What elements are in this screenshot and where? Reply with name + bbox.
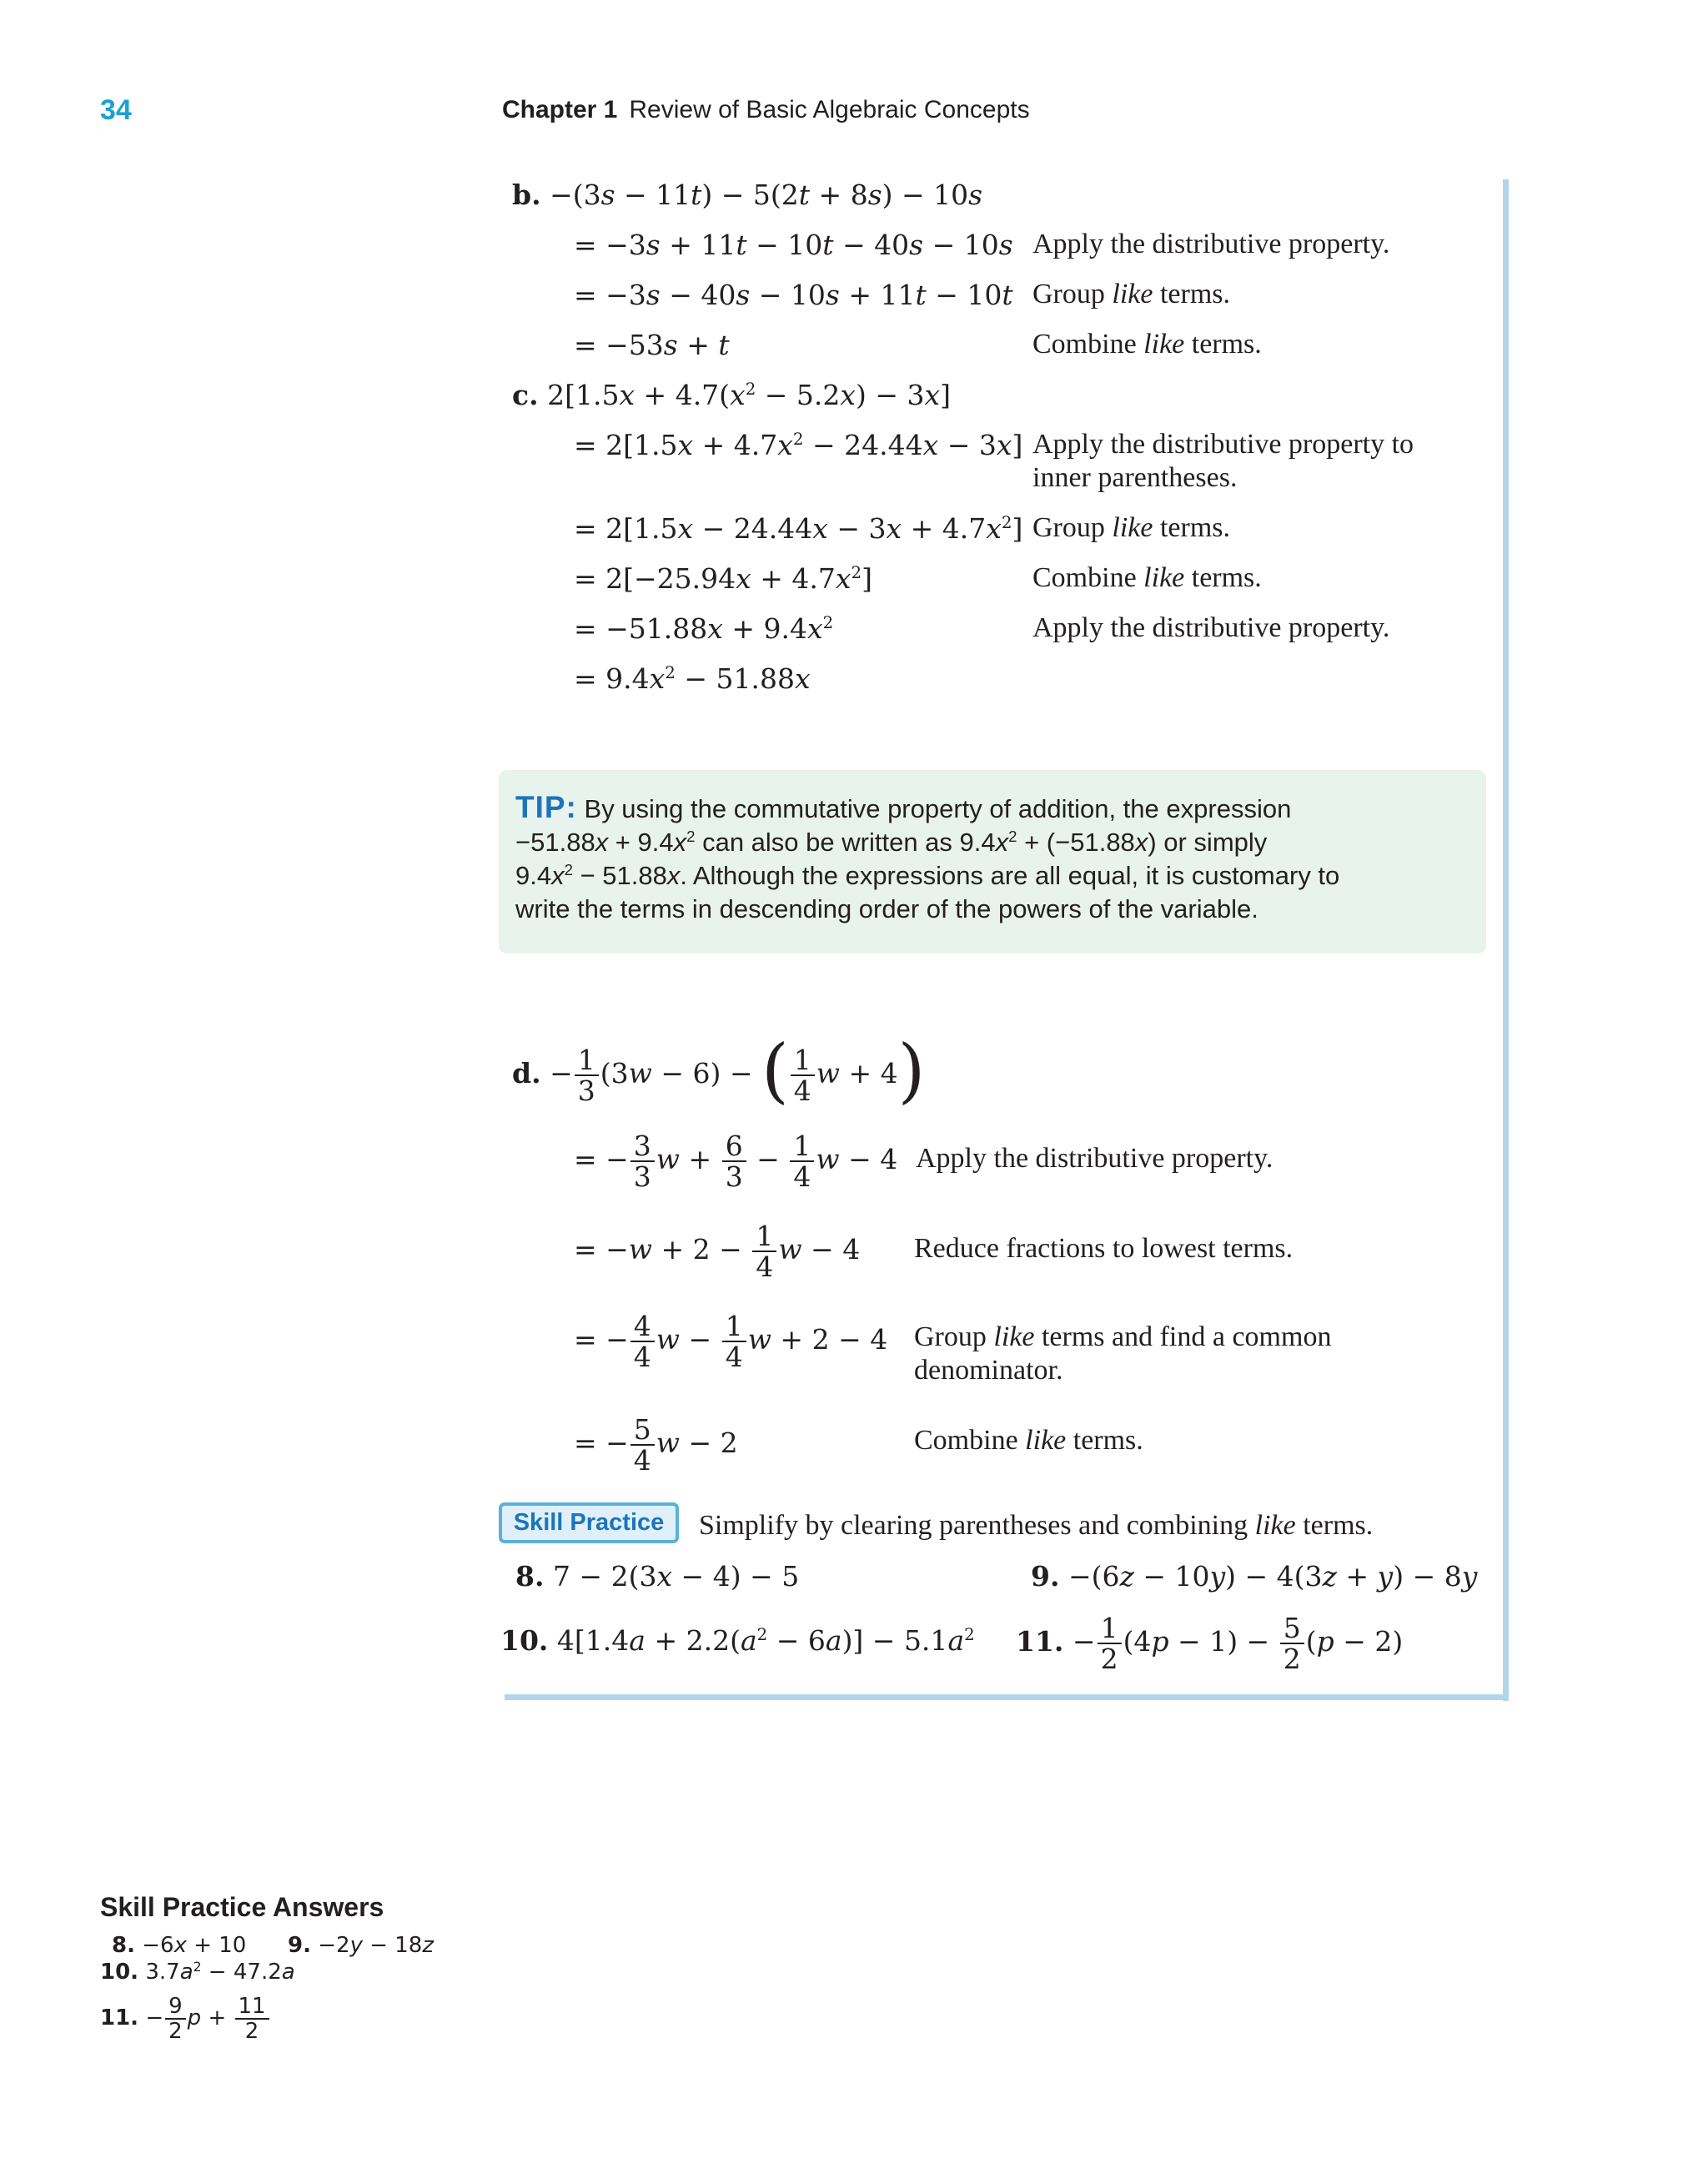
example-b-step-2: = −3s − 40s − 10s + 11t − 10t bbox=[574, 279, 1013, 311]
example-c-reason-3: Combine like terms. bbox=[1032, 562, 1262, 593]
skill-problem-8: 8. 7 − 2(3x − 4) − 5 bbox=[515, 1560, 800, 1593]
answer-11: 11. − $\frac{9}{2}$ p + $\frac{11}{2}$ bbox=[100, 1989, 271, 2047]
skill-practice-instruction: Simplify by clearing parentheses and combining like terms. bbox=[699, 1510, 1374, 1541]
example-c-step-3: = $2[-25.94x + 4.7x^2]$ bbox=[574, 562, 872, 595]
example-d-problem: d. − $\frac{1}{3}$ (3w − 6) − ( $\frac{1}{4}$ w + 4) bbox=[512, 1029, 926, 1111]
tip-text: TIP: By using the commutative property of addition, the expression $-51.88x + 9.4x^2$ can also be written as $9.4x^2 + (-51.88x)$ or simply $9.4x^2 - 51.88x$. Although the expressions are all equal, it is customary to write the terms in descending order of the powers of the variable. bbox=[515, 790, 1340, 923]
tip-line-1: By using the commutative property of addition, the expression bbox=[584, 794, 1292, 823]
example-d-label: d. bbox=[512, 1057, 541, 1089]
example-c-reason-4: Apply the distributive property. bbox=[1032, 612, 1390, 643]
running-head bbox=[502, 96, 1030, 124]
tip-line-3-tail: . Although the expressions are all equal, it is customary to bbox=[680, 861, 1340, 890]
answer-9: 9. −2y − 18z bbox=[288, 1933, 435, 1958]
example-c-step-4: = $-51.88x + 9.4x^2$ bbox=[574, 612, 834, 645]
example-b-reason-1: Apply the distributive property. bbox=[1032, 229, 1390, 259]
example-c-reason-1: Apply the distributive property to bbox=[1032, 429, 1414, 460]
example-d-step-1: = − $\frac{3}{3}$ w + $\frac{6}{3}$ − $\frac{1}{4}$ w − 4 bbox=[574, 1130, 898, 1193]
frame-rule-right bbox=[1503, 179, 1509, 1701]
example-d-reason-1: Apply the distributive property. bbox=[916, 1143, 1273, 1174]
tip-line-4: write the terms in descending order of the powers of the variable. bbox=[515, 894, 1258, 923]
tip-label: TIP: bbox=[515, 790, 577, 824]
example-d-reason-4: Combine like terms. bbox=[914, 1425, 1143, 1456]
skill-problem-11: 11. − $\frac{1}{2}$ (4p − 1) − $\frac{5}{2}$ (p − 2) bbox=[1016, 1612, 1404, 1675]
example-c-problem: c. $2[1.5x + 4.7(x^2 - 5.2x) - 3x]$ bbox=[512, 379, 952, 411]
example-c-reason-2: Group like terms. bbox=[1032, 512, 1231, 543]
frame-rule-bottom bbox=[505, 1694, 1509, 1700]
example-b-reason-3: Combine like terms. bbox=[1032, 329, 1262, 360]
example-c-reason-1-cont: inner parentheses. bbox=[1032, 462, 1238, 493]
example-d-step-4: = − $\frac{5}{4}$ w − 2 bbox=[574, 1413, 738, 1477]
chapter-title: Review of Basic Algebraic Concepts bbox=[629, 96, 1030, 123]
example-d-step-2: = −w + 2 − $\frac{1}{4}$ w − 4 bbox=[574, 1220, 861, 1283]
example-b-step-3: = −53s + t bbox=[574, 329, 730, 361]
answers-title: Skill Practice Answers bbox=[100, 1892, 384, 1922]
example-c-step-2: = $2[1.5x - 24.44x - 3x + 4.7x^2]$ bbox=[574, 512, 1023, 545]
answer-10: 10. $3.7a^2 - 47.2a$ bbox=[100, 1959, 295, 1985]
skill-practice-badge: Skill Practice bbox=[499, 1502, 679, 1543]
answer-8: 8. −6x + 10 bbox=[112, 1933, 247, 1958]
example-b-problem: b. −(3s − 11t) − 5(2t + 8s) − 10s bbox=[512, 179, 983, 211]
example-b-step-1: = −3s + 11t − 10t − 40s − 10s bbox=[574, 229, 1013, 261]
example-b-label: b. bbox=[512, 179, 541, 211]
example-b-reason-2: Group like terms. bbox=[1032, 279, 1231, 309]
skill-problem-9: 9. −(6z − 10y) − 4(3z + y) − 8y bbox=[1031, 1560, 1478, 1593]
example-c-label: c. bbox=[512, 379, 539, 411]
page-number: 34 bbox=[100, 94, 132, 126]
skill-problem-10: 10. $4[1.4a + 2.2(a^2 - 6a)] - 5.1a^2$ bbox=[500, 1624, 975, 1657]
example-c-step-1: = $2[1.5x + 4.7x^2 - 24.44x - 3x]$ bbox=[574, 429, 1023, 461]
example-d-reason-3: Group like terms and find a common bbox=[914, 1321, 1332, 1352]
example-c-step-5: = $9.4x^2 - 51.88x$ bbox=[574, 662, 811, 695]
example-d-step-3: = − $\frac{4}{4}$ w − $\frac{1}{4}$ w + 2 − 4 bbox=[574, 1310, 888, 1373]
example-d-reason-3-cont: denominator. bbox=[914, 1355, 1063, 1386]
chapter-label: Chapter 1 bbox=[502, 96, 618, 123]
example-d-reason-2: Reduce fractions to lowest terms. bbox=[914, 1233, 1294, 1264]
